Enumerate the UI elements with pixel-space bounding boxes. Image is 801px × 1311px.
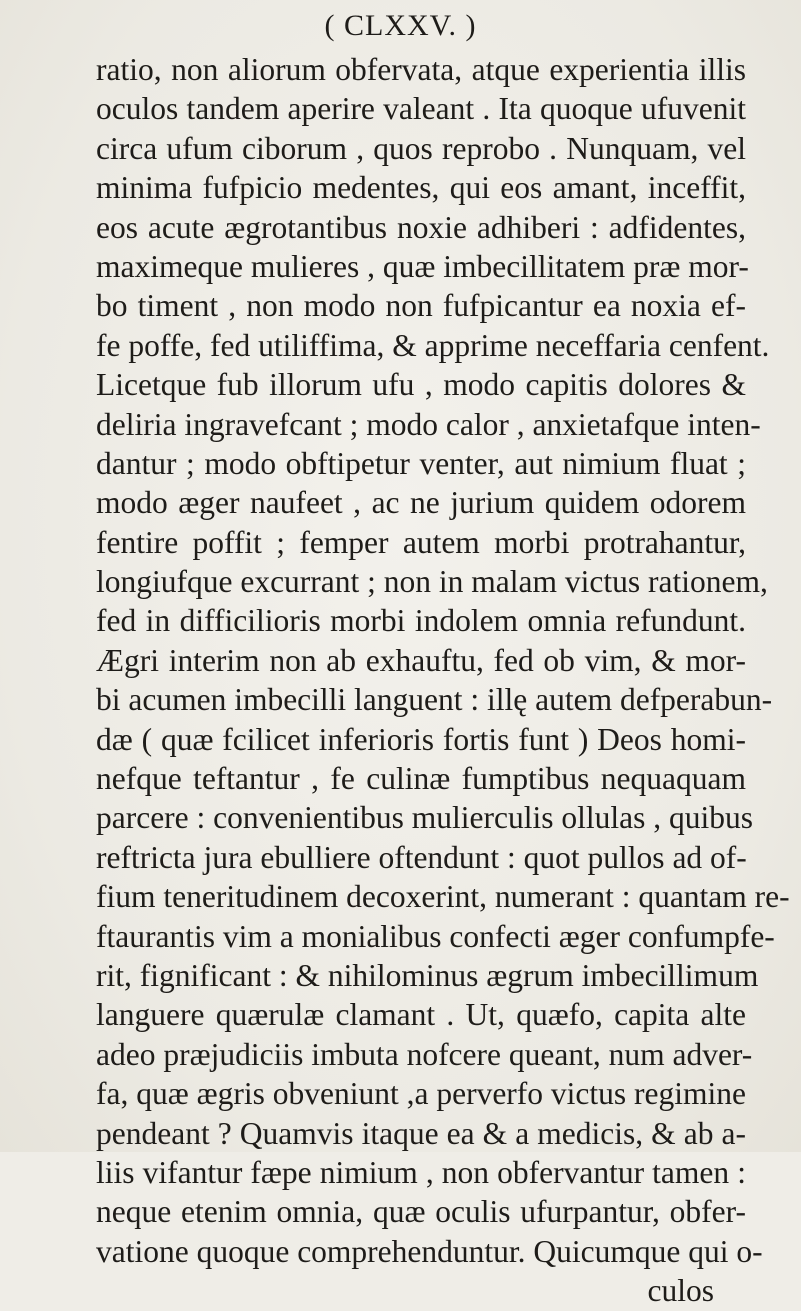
text-line: oculos tandem aperire valeant . Ita quoque ufuvenit — [96, 91, 746, 127]
text-line: eos acute ægrotantibus noxie adhiberi : adfidentes, — [96, 209, 746, 245]
text-line: bi acumen imbecilli languent : illę autem defperabun- — [96, 682, 773, 718]
text-line: circa ufum ciborum , quos reprobo . Nunquam, vel — [96, 130, 746, 166]
page-number: ( CLXXV. ) — [324, 9, 477, 42]
text-line: reftricta jura ebulliere oftendunt : quot pullos ad of- — [96, 839, 747, 875]
text-line: bo timent , non modo non fufpicantur ea noxia ef- — [96, 288, 746, 324]
text-line: modo æger naufeet , ac ne jurium quidem odorem — [96, 485, 746, 521]
text-line: rit, fignificant : & nihilominus ægrum imbecillimum — [96, 957, 759, 993]
text-line: pendeant ? Quamvis itaque ea & a medicis, & ab a- — [96, 1115, 746, 1151]
text-line: liis vifantur fæpe nimium , non obfervantur tamen : — [96, 1154, 746, 1190]
text-line: minima fufpicio medentes, qui eos amant, inceffit, — [96, 170, 746, 206]
text-line: fed in difficilioris morbi indolem omnia refundunt. — [96, 603, 746, 639]
text-line: ftaurantis vim a monialibus confecti æger confumpfe- — [96, 918, 775, 954]
text-line: Ægri interim non ab exhauftu, fed ob vim, & mor- — [96, 642, 746, 678]
text-line: fium teneritudinem decoxerint, numerant : quantam re- — [96, 879, 790, 915]
catchword: culos — [647, 1273, 714, 1309]
text-line: deliria ingravefcant ; modo calor , anxietafque inten- — [96, 406, 761, 442]
text-line: Licetque fub illorum ufu , modo capitis dolores & — [96, 367, 746, 403]
text-line: dæ ( quæ fcilicet inferioris fortis funt ) Deos homi- — [96, 721, 746, 757]
text-line: vatione quoque comprehenduntur. Quicumque qui o- — [96, 1233, 763, 1269]
text-line: fa, quæ ægris obveniunt ,a perverfo victus regimine — [96, 1076, 746, 1112]
page-header — [0, 8, 801, 44]
text-line: maximeque mulieres , quæ imbecillitatem præ mor- — [96, 248, 749, 284]
text-line: longiufque excurrant ; non in malam victus rationem, — [96, 564, 768, 600]
text-line: adeo præjudiciis imbuta nofcere queant, num adver- — [96, 1036, 753, 1072]
text-line: fentire poffit ; femper autem morbi protrahantur, — [96, 524, 746, 560]
text-line: dantur ; modo obftipetur venter, aut nimium fluat ; — [96, 445, 746, 481]
text-line: nefque teftantur , fe culinæ fumptibus nequaquam — [96, 761, 746, 797]
text-line: languere quærulæ clamant . Ut, quæfo, capita alte — [96, 997, 746, 1033]
text-line: neque etenim omnia, quæ oculis ufurpantur, obfer- — [96, 1194, 746, 1230]
text-line: ratio, non aliorum obfervata, atque experientia illis — [96, 52, 746, 87]
body-text — [96, 50, 790, 1311]
text-line: fe poffe, fed utiliffima, & apprime neceffaria cenfent. — [96, 327, 770, 363]
text-line: parcere : convenientibus mulierculis ollulas , quibus — [96, 800, 753, 836]
